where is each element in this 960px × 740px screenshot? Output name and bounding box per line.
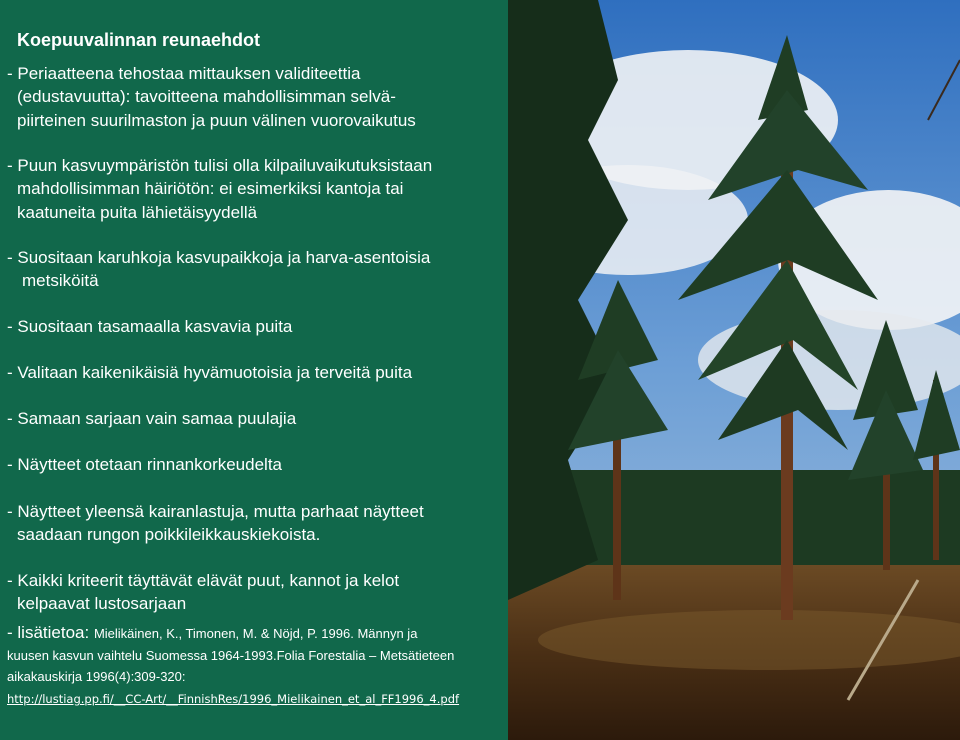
bullet-line: - Puun kasvuympäristön tulisi olla kilpailuvaikutuksistaan xyxy=(7,156,433,175)
bullet-item xyxy=(7,62,502,132)
bullet-line: - Periaatteena tehostaa mittauksen validiteettia xyxy=(7,64,361,83)
pine-forest-photo xyxy=(508,0,960,740)
bullet-line: - Kaikki kriteerit täyttävät elävät puut, kannot ja kelot xyxy=(7,571,400,590)
bullet-line: - Suositaan karuhkoja kasvupaikkoja ja harva-asentoisia xyxy=(7,248,431,267)
reference-label: - lisätietoa: xyxy=(7,623,90,642)
bullet-line: mahdollisimman häiriötön: ei esimerkiksi kantoja tai xyxy=(17,179,404,199)
bullet-line: - Suositaan tasamaalla kasvavia puita xyxy=(7,317,293,336)
bullet-line: (edustavuutta): tavoitteena mahdollisimman selvä- xyxy=(17,87,396,107)
bullet-item xyxy=(7,569,502,616)
bullet-line: metsiköitä xyxy=(22,271,99,291)
bullet-item xyxy=(7,453,502,476)
bullet-line: kelpaavat lustosarjaan xyxy=(17,594,187,614)
bullet-item xyxy=(7,246,502,293)
reference-line: aikakauskirja 1996(4):309-320: xyxy=(7,669,186,684)
reference-block xyxy=(7,622,502,706)
bullet-line: - Näytteet yleensä kairanlastuja, mutta parhaat näytteet xyxy=(7,502,424,521)
bullet-line: kaatuneita puita lähietäisyydellä xyxy=(17,202,258,222)
reference-line: kuusen kasvun vaihtelu Suomessa 1964-1993.Folia Forestalia – Metsätieteen xyxy=(7,648,455,663)
bullet-item xyxy=(7,315,502,338)
bullet-item xyxy=(7,361,502,384)
bullet-item xyxy=(7,154,502,224)
reference-link[interactable]: http://lustiag.pp.fi/__CC-Art/__FinnishRes/1996_Mielikainen_et_al_FF1996_4.pdf xyxy=(7,692,460,706)
bullet-item xyxy=(7,407,502,430)
bullet-line: - Valitaan kaikenikäisiä hyvämuotoisia ja terveitä puita xyxy=(7,363,413,382)
bullet-line: saadaan rungon poikkileikkauskiekoista. xyxy=(17,525,321,545)
bullet-item xyxy=(7,500,502,547)
bullet-line: - Näytteet otetaan rinnankorkeudelta xyxy=(7,455,283,474)
bullet-line: - Samaan sarjaan vain samaa puulajia xyxy=(7,409,297,428)
bullet-line: piirteinen suurilmaston ja puun välinen vuorovaikutus xyxy=(17,110,416,130)
reference-authors: Mielikäinen, K., Timonen, M. & Nöjd, P. 1996. Männyn ja xyxy=(93,626,418,641)
slide-title: Koepuuvalinnan reunaehdot xyxy=(17,30,261,50)
